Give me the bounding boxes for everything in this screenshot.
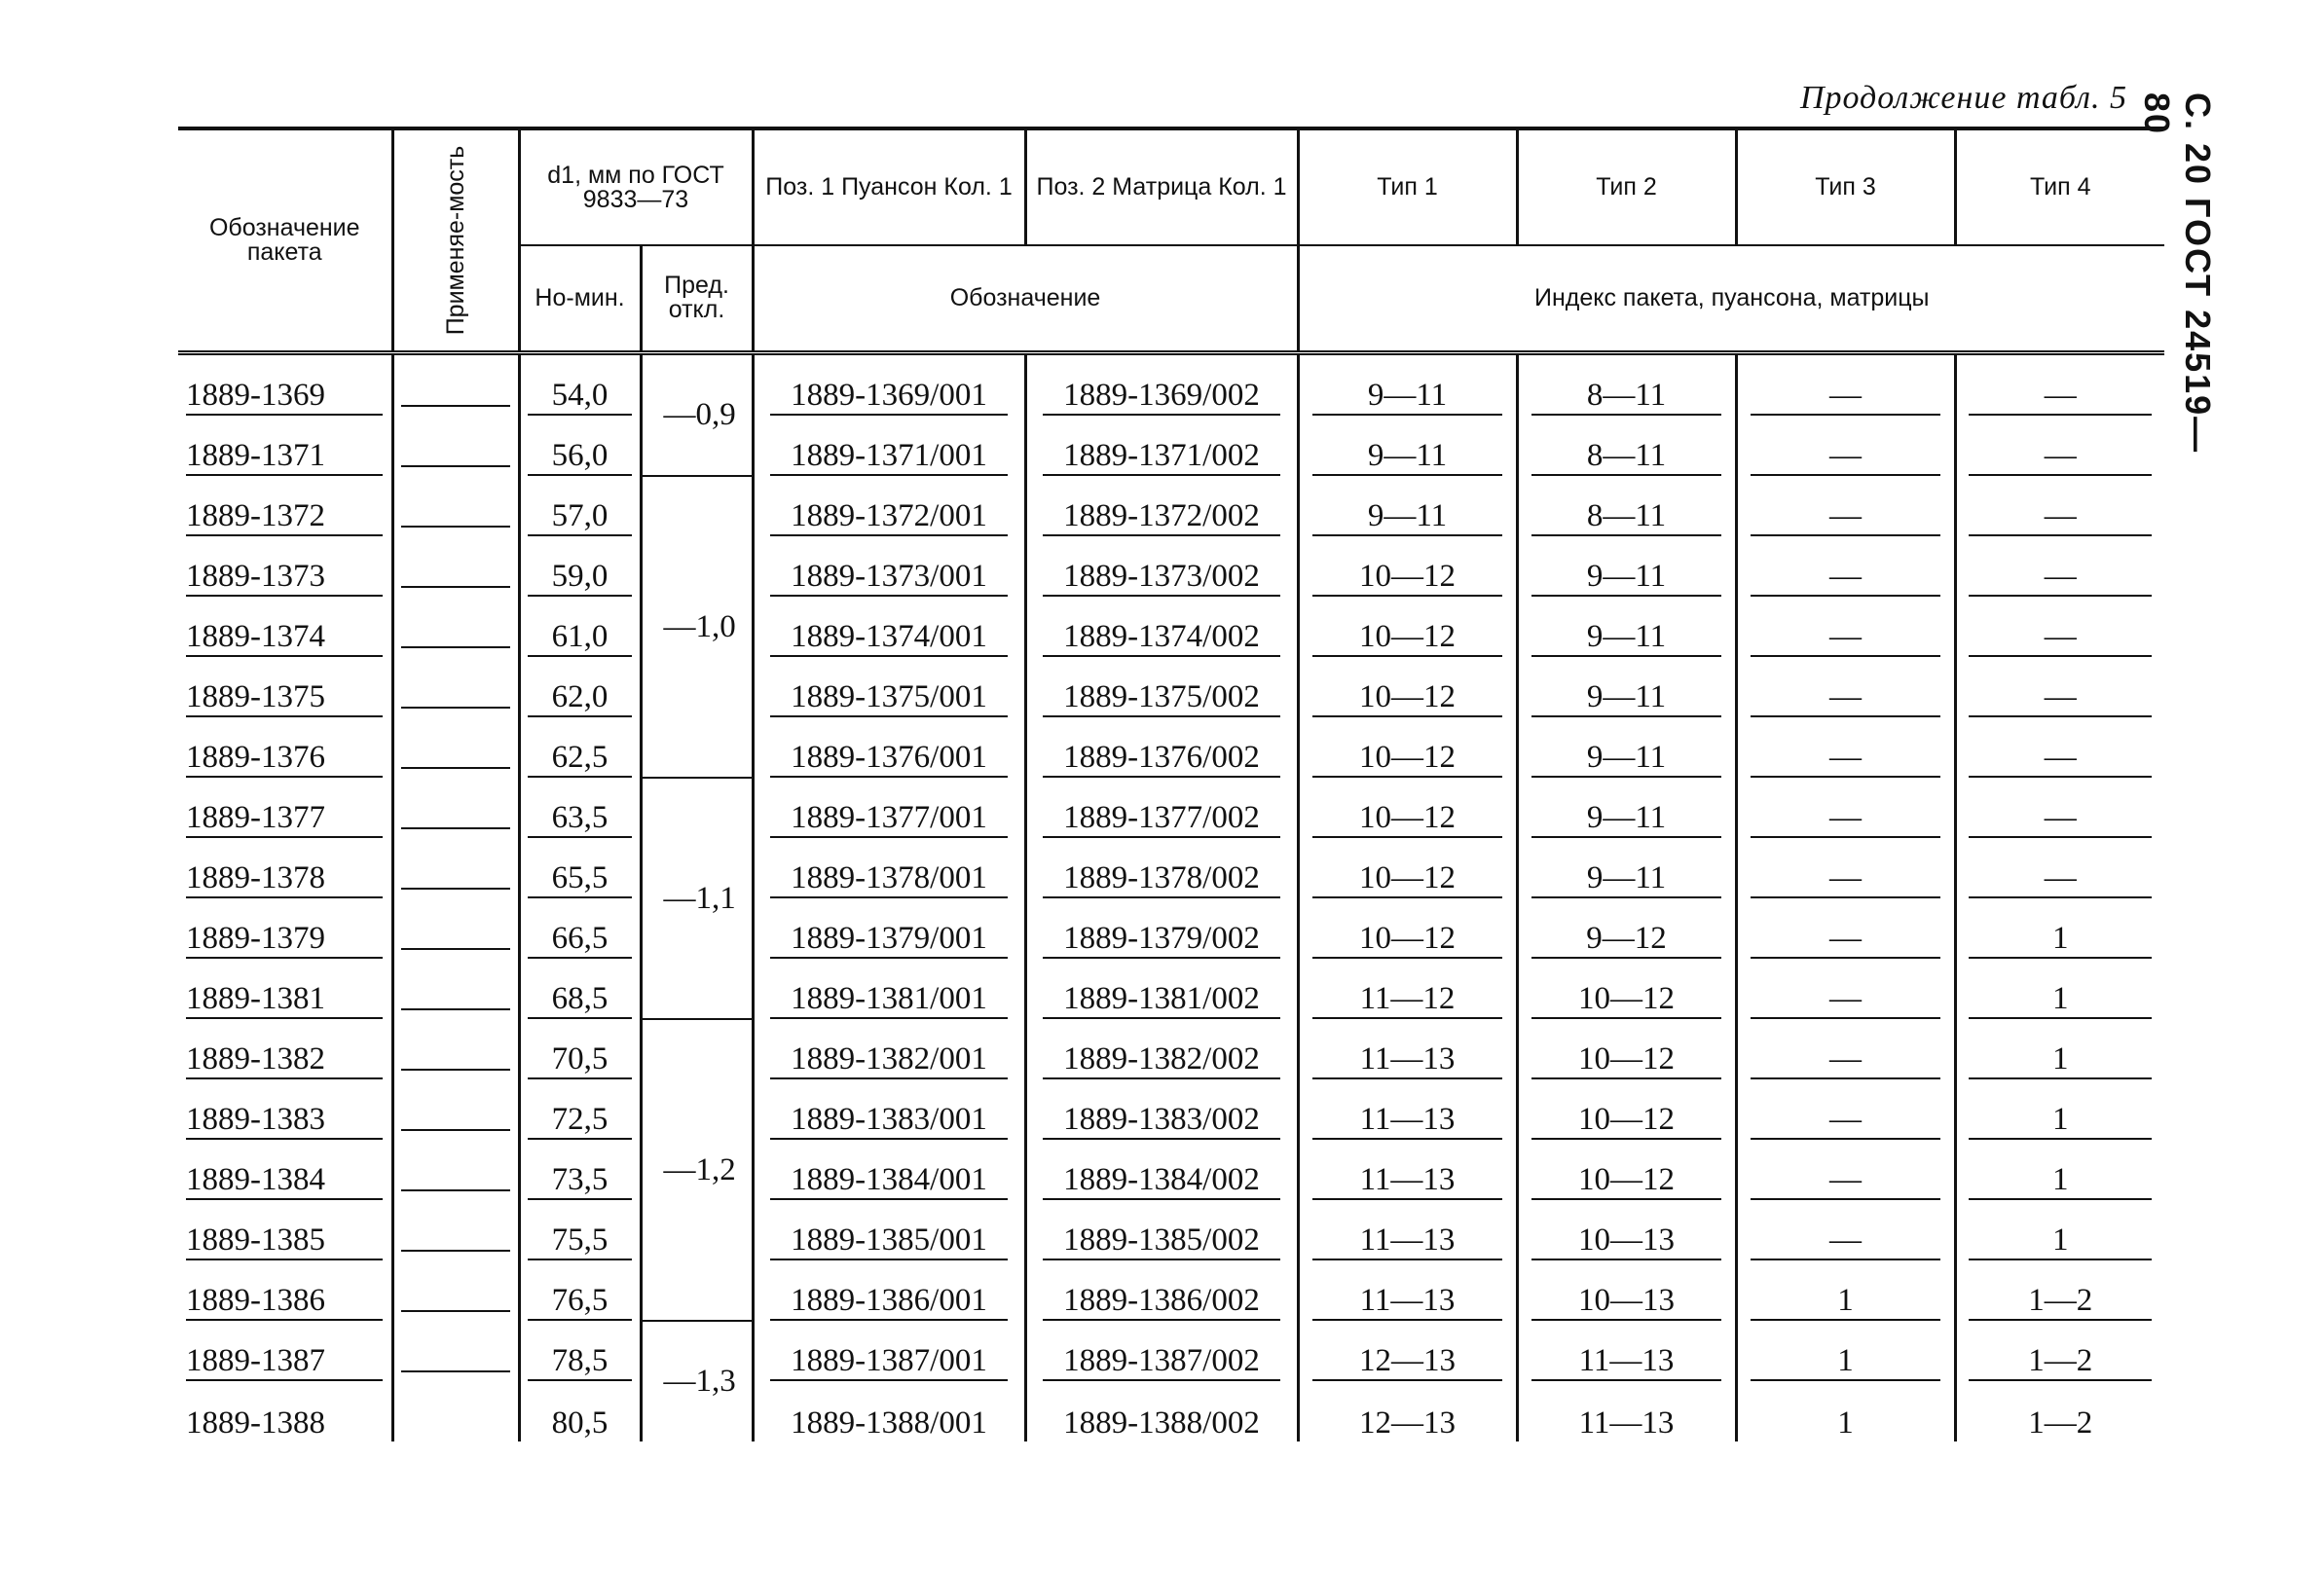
cell-package: 1889-1374 (178, 597, 392, 657)
cell-type3: — (1736, 1200, 1955, 1260)
cell-nominal: 70,5 (519, 1019, 641, 1079)
cell-type4: — (1955, 778, 2164, 838)
cell-package: 1889-1386 (178, 1260, 392, 1321)
cell-package: 1889-1375 (178, 657, 392, 717)
cell-die: 1889-1377/002 (1025, 778, 1298, 838)
cell-type4: 1—2 (1955, 1321, 2164, 1381)
cell-punch: 1889-1386/001 (753, 1260, 1025, 1321)
header-pos1: Поз. 1 Пуансон Кол. 1 (753, 128, 1025, 245)
cell-type1: 9—11 (1298, 416, 1517, 476)
cell-punch: 1889-1376/001 (753, 717, 1025, 778)
cell-nominal: 62,5 (519, 717, 641, 778)
table-row (178, 717, 2164, 778)
cell-applicability (392, 1200, 519, 1260)
cell-type1: 10—12 (1298, 536, 1517, 597)
cell-package: 1889-1371 (178, 416, 392, 476)
cell-nominal: 73,5 (519, 1140, 641, 1200)
cell-type2: 9—11 (1517, 597, 1736, 657)
cell-type1: 10—12 (1298, 898, 1517, 959)
cell-punch: 1889-1374/001 (753, 597, 1025, 657)
cell-die: 1889-1386/002 (1025, 1260, 1298, 1321)
cell-type4: 1 (1955, 959, 2164, 1019)
table-row (178, 536, 2164, 597)
cell-applicability (392, 657, 519, 717)
cell-package: 1889-1373 (178, 536, 392, 597)
cell-punch: 1889-1372/001 (753, 476, 1025, 536)
cell-type1: 11—13 (1298, 1140, 1517, 1200)
cell-package: 1889-1383 (178, 1079, 392, 1140)
cell-type3: 1 (1736, 1321, 1955, 1381)
header-pos2: Поз. 2 Матрица Кол. 1 (1025, 128, 1298, 245)
cell-type1: 10—12 (1298, 657, 1517, 717)
continuation-title: Продолжение табл. 5 (1799, 80, 2127, 116)
cell-applicability (392, 1019, 519, 1079)
cell-die: 1889-1387/002 (1025, 1321, 1298, 1381)
cell-die: 1889-1371/002 (1025, 416, 1298, 476)
cell-type3: — (1736, 657, 1955, 717)
cell-type4: — (1955, 416, 2164, 476)
cell-type3: — (1736, 476, 1955, 536)
cell-die: 1889-1376/002 (1025, 717, 1298, 778)
cell-type2: 10—12 (1517, 1079, 1736, 1140)
table-row (178, 898, 2164, 959)
table-header (178, 128, 2164, 352)
table-row (178, 1019, 2164, 1079)
cell-type3: — (1736, 536, 1955, 597)
cell-type1: 11—13 (1298, 1079, 1517, 1140)
table-row (178, 778, 2164, 838)
cell-type3: — (1736, 597, 1955, 657)
cell-type2: 10—12 (1517, 1019, 1736, 1079)
cell-type2: 9—12 (1517, 898, 1736, 959)
cell-die: 1889-1383/002 (1025, 1079, 1298, 1140)
cell-type2: 11—13 (1517, 1381, 1736, 1441)
cell-nominal: 66,5 (519, 898, 641, 959)
cell-package: 1889-1387 (178, 1321, 392, 1381)
cell-type2: 11—13 (1517, 1321, 1736, 1381)
cell-die: 1889-1374/002 (1025, 597, 1298, 657)
cell-type3: — (1736, 838, 1955, 898)
cell-type4: 1—2 (1955, 1260, 2164, 1321)
cell-nominal: 65,5 (519, 838, 641, 898)
cell-package: 1889-1385 (178, 1200, 392, 1260)
cell-type1: 12—13 (1298, 1321, 1517, 1381)
cell-type3: — (1736, 959, 1955, 1019)
cell-type1: 11—13 (1298, 1260, 1517, 1321)
cell-die: 1889-1382/002 (1025, 1019, 1298, 1079)
cell-package: 1889-1376 (178, 717, 392, 778)
cell-applicability (392, 959, 519, 1019)
cell-applicability (392, 1381, 519, 1441)
cell-type3: — (1736, 1140, 1955, 1200)
table-row (178, 1200, 2164, 1260)
cell-type4: 1 (1955, 1019, 2164, 1079)
table-row (178, 1140, 2164, 1200)
cell-type1: 10—12 (1298, 838, 1517, 898)
cell-die: 1889-1388/002 (1025, 1381, 1298, 1441)
cell-applicability (392, 476, 519, 536)
table-row (178, 1321, 2164, 1381)
cell-applicability (392, 838, 519, 898)
cell-nominal: 57,0 (519, 476, 641, 536)
cell-type4: 1 (1955, 898, 2164, 959)
cell-punch: 1889-1383/001 (753, 1079, 1025, 1140)
cell-tolerance: —1,2 (641, 1019, 753, 1321)
cell-type3: 1 (1736, 1381, 1955, 1441)
cell-type4: — (1955, 597, 2164, 657)
cell-die: 1889-1372/002 (1025, 476, 1298, 536)
cell-type4: — (1955, 717, 2164, 778)
table-row (178, 1079, 2164, 1140)
cell-type1: 11—12 (1298, 959, 1517, 1019)
cell-tolerance: —1,3 (641, 1321, 753, 1441)
cell-type3: — (1736, 352, 1955, 416)
header-designation: Обозначение пакета (208, 213, 360, 266)
cell-type4: 1 (1955, 1079, 2164, 1140)
header-index: Индекс пакета, пуансона, матрицы (1298, 245, 2164, 352)
cell-type4: — (1955, 838, 2164, 898)
cell-nominal: 61,0 (519, 597, 641, 657)
cell-applicability (392, 1140, 519, 1200)
cell-die: 1889-1375/002 (1025, 657, 1298, 717)
cell-punch: 1889-1381/001 (753, 959, 1025, 1019)
cell-punch: 1889-1378/001 (753, 838, 1025, 898)
cell-tolerance: —0,9 (641, 352, 753, 476)
cell-type3: — (1736, 416, 1955, 476)
cell-package: 1889-1379 (178, 898, 392, 959)
cell-applicability (392, 597, 519, 657)
cell-applicability (392, 778, 519, 838)
table-row (178, 657, 2164, 717)
side-page-header: С. 20 ГОСТ 24519—80 (2137, 92, 2218, 455)
cell-type1: 10—12 (1298, 597, 1517, 657)
cell-die: 1889-1379/002 (1025, 898, 1298, 959)
cell-type4: — (1955, 352, 2164, 416)
cell-type2: 9—11 (1517, 778, 1736, 838)
table-row (178, 1381, 2164, 1441)
cell-package: 1889-1369 (178, 352, 392, 416)
cell-type3: — (1736, 898, 1955, 959)
table-body (178, 352, 2164, 1441)
cell-punch: 1889-1371/001 (753, 416, 1025, 476)
cell-punch: 1889-1373/001 (753, 536, 1025, 597)
cell-type4: 1 (1955, 1140, 2164, 1200)
cell-nominal: 75,5 (519, 1200, 641, 1260)
header-nominal: Но-мин. (519, 245, 641, 352)
table-row (178, 838, 2164, 898)
cell-package: 1889-1377 (178, 778, 392, 838)
cell-type3: — (1736, 1079, 1955, 1140)
cell-nominal: 72,5 (519, 1079, 641, 1140)
cell-applicability (392, 898, 519, 959)
cell-applicability (392, 416, 519, 476)
cell-punch: 1889-1388/001 (753, 1381, 1025, 1441)
cell-package: 1889-1381 (178, 959, 392, 1019)
cell-nominal: 62,0 (519, 657, 641, 717)
cell-die: 1889-1385/002 (1025, 1200, 1298, 1260)
cell-type3: — (1736, 778, 1955, 838)
table-row (178, 1260, 2164, 1321)
cell-package: 1889-1378 (178, 838, 392, 898)
cell-punch: 1889-1384/001 (753, 1140, 1025, 1200)
cell-type3: — (1736, 717, 1955, 778)
cell-applicability (392, 1079, 519, 1140)
cell-punch: 1889-1377/001 (753, 778, 1025, 838)
cell-applicability (392, 352, 519, 416)
cell-die: 1889-1378/002 (1025, 838, 1298, 898)
cell-type1: 10—12 (1298, 717, 1517, 778)
cell-type2: 10—13 (1517, 1260, 1736, 1321)
header-type2: Тип 2 (1517, 128, 1736, 245)
cell-type1: 9—11 (1298, 476, 1517, 536)
cell-punch: 1889-1385/001 (753, 1200, 1025, 1260)
table-row (178, 476, 2164, 536)
cell-nominal: 76,5 (519, 1260, 641, 1321)
cell-type1: 12—13 (1298, 1381, 1517, 1441)
cell-type2: 8—11 (1517, 476, 1736, 536)
cell-nominal: 63,5 (519, 778, 641, 838)
cell-punch: 1889-1369/001 (753, 352, 1025, 416)
cell-type4: 1 (1955, 1200, 2164, 1260)
header-type4: Тип 4 (1955, 128, 2164, 245)
cell-type2: 9—11 (1517, 717, 1736, 778)
header-type3: Тип 3 (1736, 128, 1955, 245)
cell-type2: 10—13 (1517, 1200, 1736, 1260)
table-row (178, 416, 2164, 476)
packages-table (178, 127, 2164, 1441)
table-row (178, 959, 2164, 1019)
cell-type1: 11—13 (1298, 1019, 1517, 1079)
cell-type2: 8—11 (1517, 416, 1736, 476)
cell-type4: 1—2 (1955, 1381, 2164, 1441)
cell-die: 1889-1369/002 (1025, 352, 1298, 416)
cell-type4: — (1955, 536, 2164, 597)
cell-nominal: 80,5 (519, 1381, 641, 1441)
cell-nominal: 59,0 (519, 536, 641, 597)
header-designation2: Обозначение (753, 245, 1298, 352)
cell-package: 1889-1372 (178, 476, 392, 536)
table-row (178, 352, 2164, 416)
cell-tolerance: —1,1 (641, 778, 753, 1019)
cell-die: 1889-1381/002 (1025, 959, 1298, 1019)
cell-type1: 9—11 (1298, 352, 1517, 416)
cell-nominal: 68,5 (519, 959, 641, 1019)
cell-punch: 1889-1382/001 (753, 1019, 1025, 1079)
cell-type2: 10—12 (1517, 1140, 1736, 1200)
header-d1: d1, мм по ГОСТ 9833—73 (519, 128, 753, 245)
cell-type1: 11—13 (1298, 1200, 1517, 1260)
header-applicability: Применяе-мость (392, 128, 519, 352)
cell-type2: 9—11 (1517, 536, 1736, 597)
cell-applicability (392, 1321, 519, 1381)
cell-package: 1889-1382 (178, 1019, 392, 1079)
cell-die: 1889-1373/002 (1025, 536, 1298, 597)
cell-package: 1889-1388 (186, 1405, 325, 1441)
cell-punch: 1889-1387/001 (753, 1321, 1025, 1381)
cell-package: 1889-1384 (178, 1140, 392, 1200)
cell-applicability (392, 717, 519, 778)
cell-type2: 9—11 (1517, 657, 1736, 717)
table-row (178, 597, 2164, 657)
cell-type2: 10—12 (1517, 959, 1736, 1019)
cell-type4: — (1955, 657, 2164, 717)
cell-type4: — (1955, 476, 2164, 536)
cell-type3: — (1736, 1019, 1955, 1079)
header-tolerance: Пред. откл. (641, 245, 753, 352)
cell-die: 1889-1384/002 (1025, 1140, 1298, 1200)
cell-applicability (392, 536, 519, 597)
cell-nominal: 56,0 (519, 416, 641, 476)
cell-punch: 1889-1379/001 (753, 898, 1025, 959)
cell-type3: 1 (1736, 1260, 1955, 1321)
cell-type1: 10—12 (1298, 778, 1517, 838)
cell-punch: 1889-1375/001 (753, 657, 1025, 717)
cell-tolerance: —1,0 (641, 476, 753, 778)
cell-nominal: 78,5 (519, 1321, 641, 1381)
cell-type2: 9—11 (1517, 838, 1736, 898)
cell-nominal: 54,0 (519, 352, 641, 416)
cell-type2: 8—11 (1517, 352, 1736, 416)
cell-applicability (392, 1260, 519, 1321)
header-type1: Тип 1 (1298, 128, 1517, 245)
